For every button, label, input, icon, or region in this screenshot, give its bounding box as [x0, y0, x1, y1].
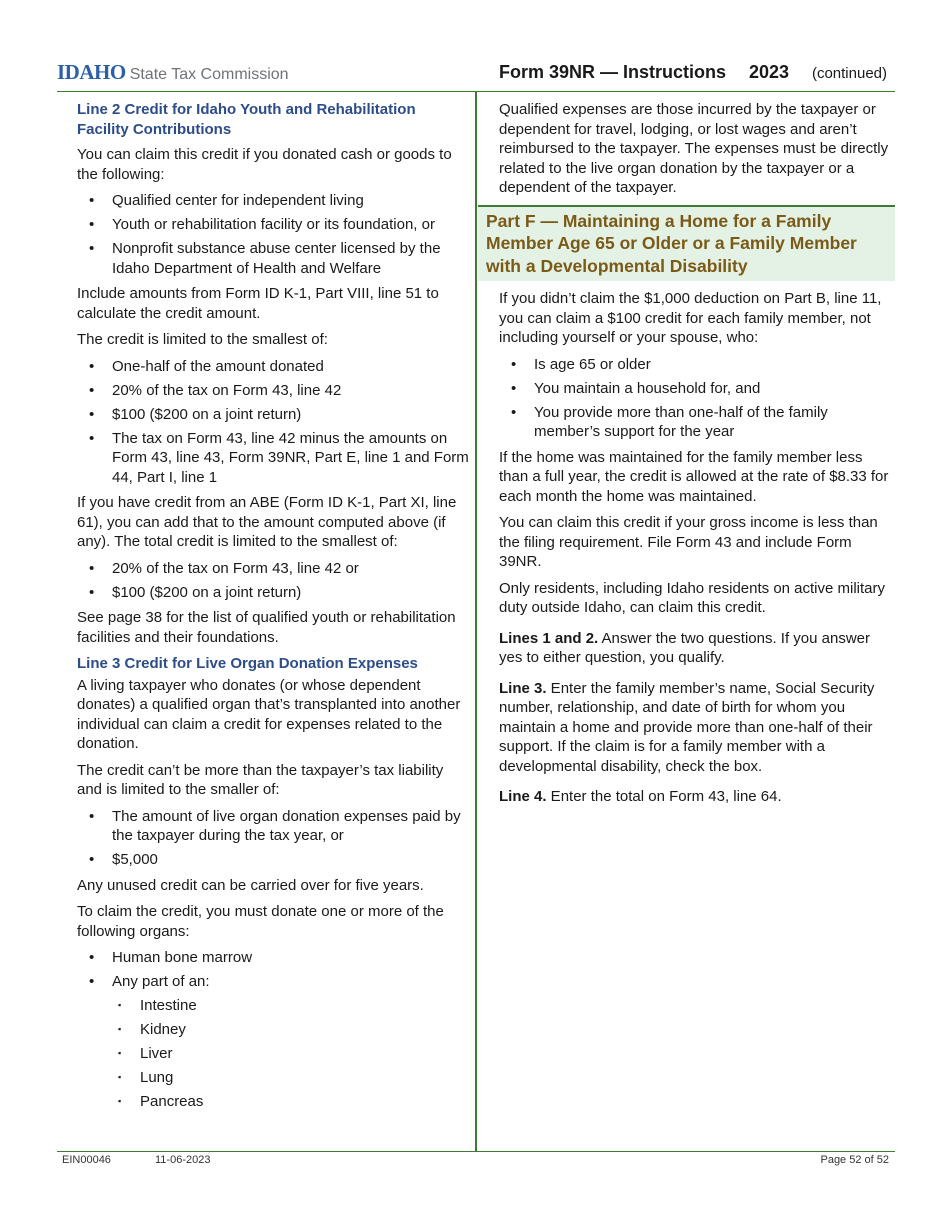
list-item: ▪ Lung — [77, 1068, 469, 1088]
partf-criteria-list — [499, 355, 889, 442]
line2-donee-list — [77, 191, 469, 278]
list-item: • You maintain a household for, and — [499, 379, 889, 399]
partf-filing: You can claim this credit if your gross income is less than the filing requirement. File Form 43 and include Form 39NR. — [499, 514, 878, 570]
line2-limit-intro: The credit is limited to the smallest of: — [77, 331, 328, 348]
idaho-logo — [57, 60, 289, 85]
line3-intro: A living taxpayer who donates (or whose dependent donates) a qualified organ that’s transplanted into another individual can claim a credit for expenses related to the donation. — [77, 676, 461, 752]
column-divider — [475, 92, 477, 1151]
line3-limit-list — [77, 807, 469, 870]
left-column — [77, 100, 469, 1118]
logo-commission-text: State Tax Commission — [129, 66, 289, 83]
partf-residents: Only residents, including Idaho residents on active military duty outside Idaho, can claim this credit. — [499, 579, 886, 616]
partf-line3 — [499, 679, 889, 777]
list-item: • Nonprofit substance abuse center licensed by the Idaho Department of Health and Welfare — [77, 239, 469, 278]
list-item: • The amount of live organ donation expenses paid by the taxpayer during the tax year, or — [77, 807, 469, 846]
line4-text: Enter the total on Form 43, line 64. — [546, 788, 782, 805]
list-item: • Is age 65 or older — [499, 355, 889, 375]
list-item: ▪ Intestine — [77, 996, 469, 1016]
line2-see-page: See page 38 for the list of qualified youth or rehabilitation facilities and their foundations. — [77, 609, 456, 646]
list-item: • $100 ($200 on a joint return) — [77, 583, 469, 603]
list-item: • Human bone marrow — [77, 948, 469, 968]
list-item: ▪ Kidney — [77, 1020, 469, 1040]
lines12-text: Answer the two questions. If you answer yes to either question, you qualify. — [499, 629, 871, 666]
line3-text: Enter the family member’s name, Social Security number, relationship, and date of birth for whom you maintain a home and provide more than one-half of their support. If the claim is for a family member with a developmental disability, check the box. — [499, 679, 875, 775]
line3-limit-intro: The credit can’t be more than the taxpayer’s tax liability and is limited to the smaller of: — [77, 761, 444, 798]
line2-heading: Line 2 Credit for Idaho Youth and Rehabilitation Facility Contributions — [77, 101, 416, 138]
footer-rule — [57, 1151, 895, 1152]
line3-organ-intro: To claim the credit, you must donate one or more of the following organs: — [77, 903, 444, 940]
page-number: Page 52 of 52 — [820, 1154, 889, 1166]
line2-intro: You can claim this credit if you donated cash or goods to the following: — [77, 146, 452, 183]
partf-line4 — [499, 787, 889, 807]
line4-label: Line 4. — [499, 788, 547, 805]
list-item: • One-half of the amount donated — [77, 357, 469, 377]
logo-idaho-text: IDAHO — [57, 60, 126, 84]
line3-heading: Line 3 Credit for Live Organ Donation Expenses — [77, 655, 418, 672]
list-item: • 20% of the tax on Form 43, line 42 — [77, 381, 469, 401]
list-item: • The tax on Form 43, line 42 minus the amounts on Form 43, line 43, Form 39NR, Part E, line 1 and Form 44, Part I, line 1 — [77, 429, 469, 488]
line2-k1-note: Include amounts from Form ID K-1, Part VIII, line 51 to calculate the credit amount. — [77, 285, 439, 322]
continued-label: (continued) — [811, 65, 887, 82]
organ-part-list — [77, 996, 469, 1112]
list-item: • $100 ($200 on a joint return) — [77, 405, 469, 425]
partf-lines12 — [499, 629, 889, 668]
list-item: • Qualified center for independent living — [77, 191, 469, 211]
form-year: 2023 — [748, 62, 789, 82]
list-item: ▪ Pancreas — [77, 1092, 469, 1112]
line3-carryover: Any unused credit can be carried over for five years. — [77, 876, 424, 894]
list-item: • 20% of the tax on Form 43, line 42 or — [77, 559, 469, 579]
line2-abe-note: If you have credit from an ABE (Form ID K-1, Part XI, line 61), you can add that to the amount computed above (if any). The total credit is limited to the smallest of: — [77, 494, 457, 550]
right-column — [478, 100, 895, 814]
partf-intro: If you didn’t claim the $1,000 deduction on Part B, line 11, you can claim a $100 credit for each family member, not including yourself or your spouse, who: — [499, 290, 882, 346]
list-item: ▪ Liver — [77, 1044, 469, 1064]
qualified-expenses: Qualified expenses are those incurred by the taxpayer or dependent for travel, lodging, or lost wages and aren’t reimbursed to the taxpayer. The expenses must be directly related to the live organ donation by the taxpayer or a dependent of the taxpayer. — [499, 101, 889, 196]
line2-limit-list — [77, 357, 469, 488]
organ-list — [77, 948, 469, 992]
list-item: • Any part of an: — [77, 972, 469, 992]
revision-date: 11-06-2023 — [155, 1154, 211, 1166]
line3-label: Line 3. — [499, 679, 547, 697]
lines12-label: Lines 1 and 2. — [499, 629, 599, 647]
page-header — [57, 56, 887, 92]
form-title: Form 39NR — Instructions — [498, 62, 726, 82]
partf-heading: Part F — Maintaining a Home for a Family Member Age 65 or Older or a Family Member with a Developmental Disability — [478, 205, 895, 282]
list-item: • Youth or rehabilitation facility or its foundation, or — [77, 215, 469, 235]
partf-partial-year: If the home was maintained for the family member less than a full year, the credit is allowed at the rate of $8.33 for each month the home was maintained. — [499, 448, 889, 505]
line2-abe-limit-list — [77, 559, 469, 603]
list-item: • You provide more than one-half of the family member’s support for the year — [499, 403, 889, 442]
list-item: • $5,000 — [77, 850, 469, 870]
form-code: EIN00046 — [62, 1154, 111, 1166]
